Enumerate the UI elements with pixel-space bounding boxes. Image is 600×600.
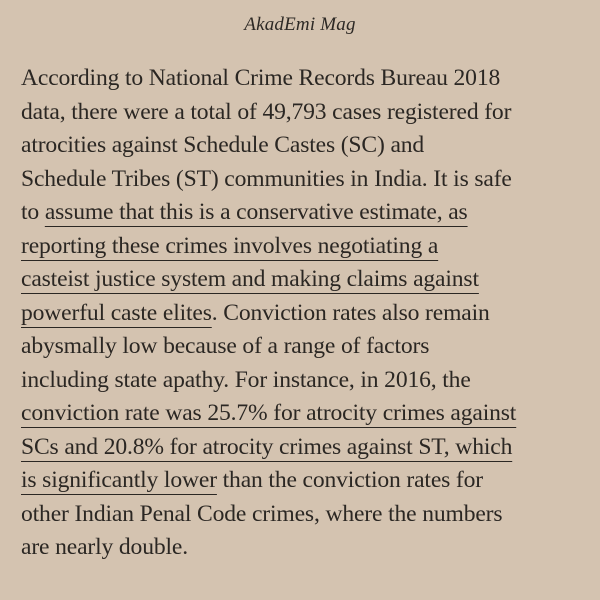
text-segment: Schedule Tribes (ST) communities in India. It is safe (21, 165, 512, 192)
text-line (21, 464, 591, 498)
text-line (21, 330, 591, 364)
highlighted-phrase: SCs and 20.8% for atrocity crimes against ST, which (21, 433, 513, 460)
text-segment: to (21, 199, 45, 225)
text-line (21, 364, 591, 398)
text-line (21, 297, 591, 331)
text-line (21, 263, 591, 297)
text-line (21, 431, 591, 465)
text-segment: are nearly double. (21, 534, 188, 560)
article-text (21, 62, 591, 565)
text-segment: . Conviction rates also remain (211, 299, 490, 326)
text-line (21, 96, 591, 130)
brand-logo: AkadEmi Mag (244, 14, 356, 35)
highlighted-phrase: casteist justice system and making claims against (21, 266, 479, 292)
text-segment: including state apathy. For instance, in 2016, the (21, 366, 471, 393)
text-line (21, 196, 591, 230)
text-line (21, 397, 591, 431)
text-segment: than the conviction rates for (216, 467, 483, 493)
text-segment: other Indian Penal Code crimes, where the numbers (21, 500, 503, 527)
text-line (21, 230, 591, 264)
text-segment: abysmally low because of a range of factors (21, 333, 430, 359)
text-line (21, 163, 591, 197)
highlighted-phrase: is significantly lower (21, 467, 217, 493)
highlighted-phrase: reporting these crimes involves negotiating a (21, 232, 439, 259)
text-segment: atrocities against Schedule Castes (SC) and (21, 132, 425, 158)
text-segment: data, there were a total of 49,793 cases registered for (21, 98, 512, 125)
highlighted-phrase: powerful caste elites (21, 299, 212, 326)
highlighted-phrase: conviction rate was 25.7% for atrocity crimes against (21, 400, 517, 426)
highlighted-phrase: assume that this is a conservative estimate, as (44, 199, 468, 225)
text-line (21, 498, 591, 532)
text-line (21, 129, 591, 163)
text-line (21, 531, 591, 565)
text-line (21, 62, 591, 96)
text-segment: According to National Crime Records Bureau 2018 (21, 65, 501, 91)
